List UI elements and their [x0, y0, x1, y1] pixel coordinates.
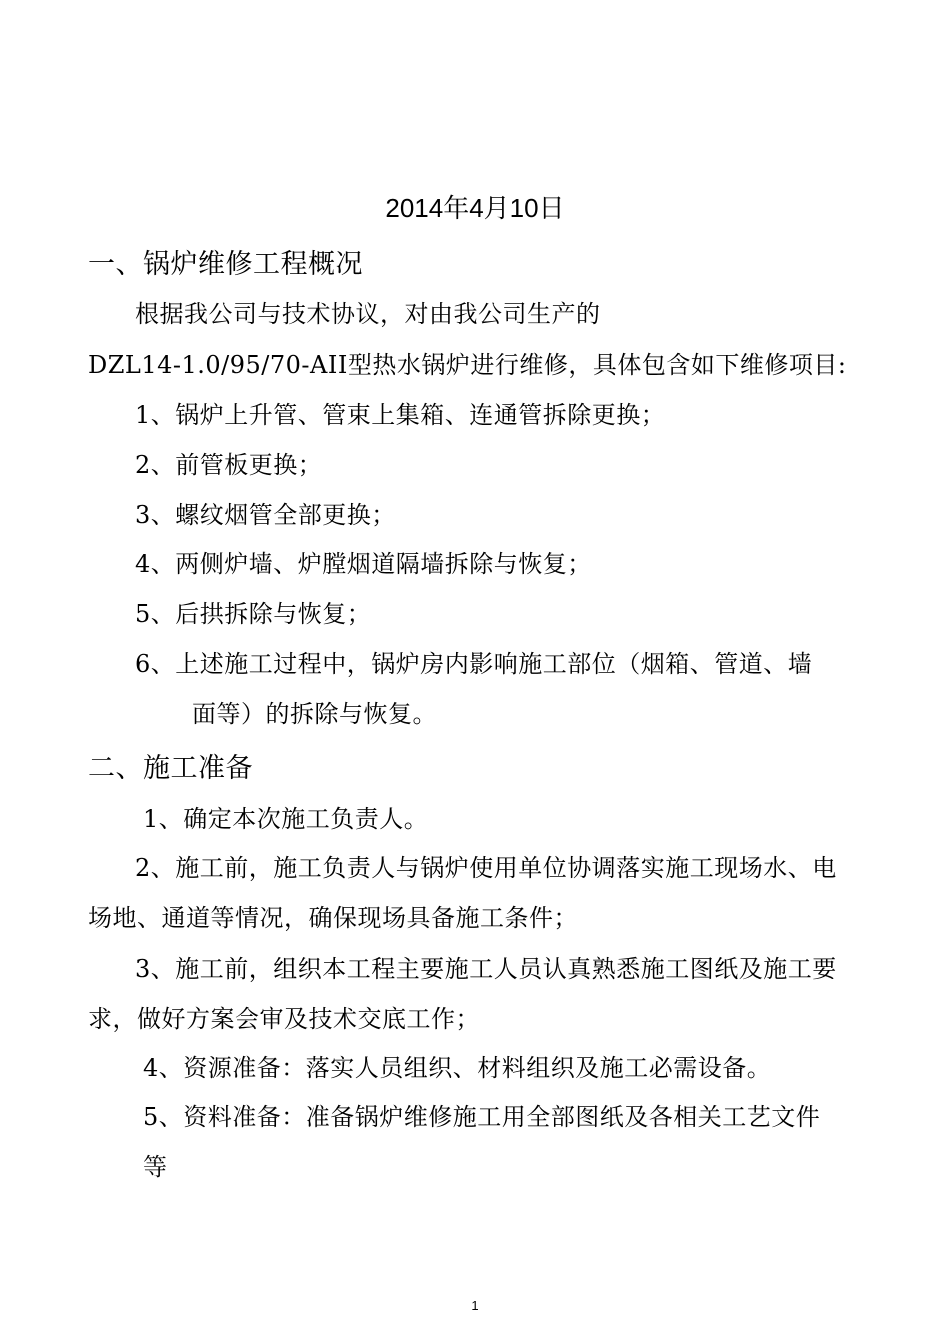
repair-item-4: 4、两侧炉墙、炉膛烟道隔墙拆除与恢复； [135, 550, 592, 578]
repair-item-3: 3、螺纹烟管全部更换； [135, 501, 396, 529]
repair-item-5: 5、后拱拆除与恢复； [135, 600, 372, 628]
prep-line-5: 5、资料准备：准备锅炉维修施工用全部图纸及各相关工艺文件 [143, 1103, 821, 1131]
repair-item-2: 2、前管板更换； [135, 451, 323, 479]
overview-intro-line1: 根据我公司与技术协议，对由我公司生产的 [135, 300, 601, 328]
prep-line-2-continued: 场地、通道等情况，确保现场具备施工条件； [88, 904, 578, 932]
overview-intro-line2: DZL14-1.0/95/70-AII型热水锅炉进行维修，具体包含如下维修项目: [88, 351, 847, 379]
prep-line-5-continued: 等 [143, 1153, 168, 1181]
repair-item-6-continued: 面等）的拆除与恢复。 [192, 700, 437, 728]
section-heading-preparation: 二、施工准备 [88, 753, 253, 784]
page-number: 1 [471, 1298, 479, 1313]
prep-line-2: 2、施工前，施工负责人与锅炉使用单位协调落实施工现场水、电 [135, 854, 837, 882]
prep-line-3-continued: 求，做好方案会审及技术交底工作； [88, 1005, 480, 1033]
prep-line-4: 4、资源准备：落实人员组织、材料组织及施工必需设备。 [143, 1054, 772, 1082]
section-heading-overview: 一、锅炉维修工程概况 [88, 249, 363, 280]
repair-item-1: 1、锅炉上升管、管束上集箱、连通管拆除更换； [135, 401, 666, 429]
repair-item-6: 6、上述施工过程中，锅炉房内影响施工部位（烟箱、管道、墙 [135, 650, 813, 678]
prep-line-3: 3、施工前，组织本工程主要施工人员认真熟悉施工图纸及施工要 [135, 955, 837, 983]
document-date: 2014年4月10日 [385, 193, 565, 223]
prep-line-1: 1、确定本次施工负责人。 [143, 805, 429, 833]
